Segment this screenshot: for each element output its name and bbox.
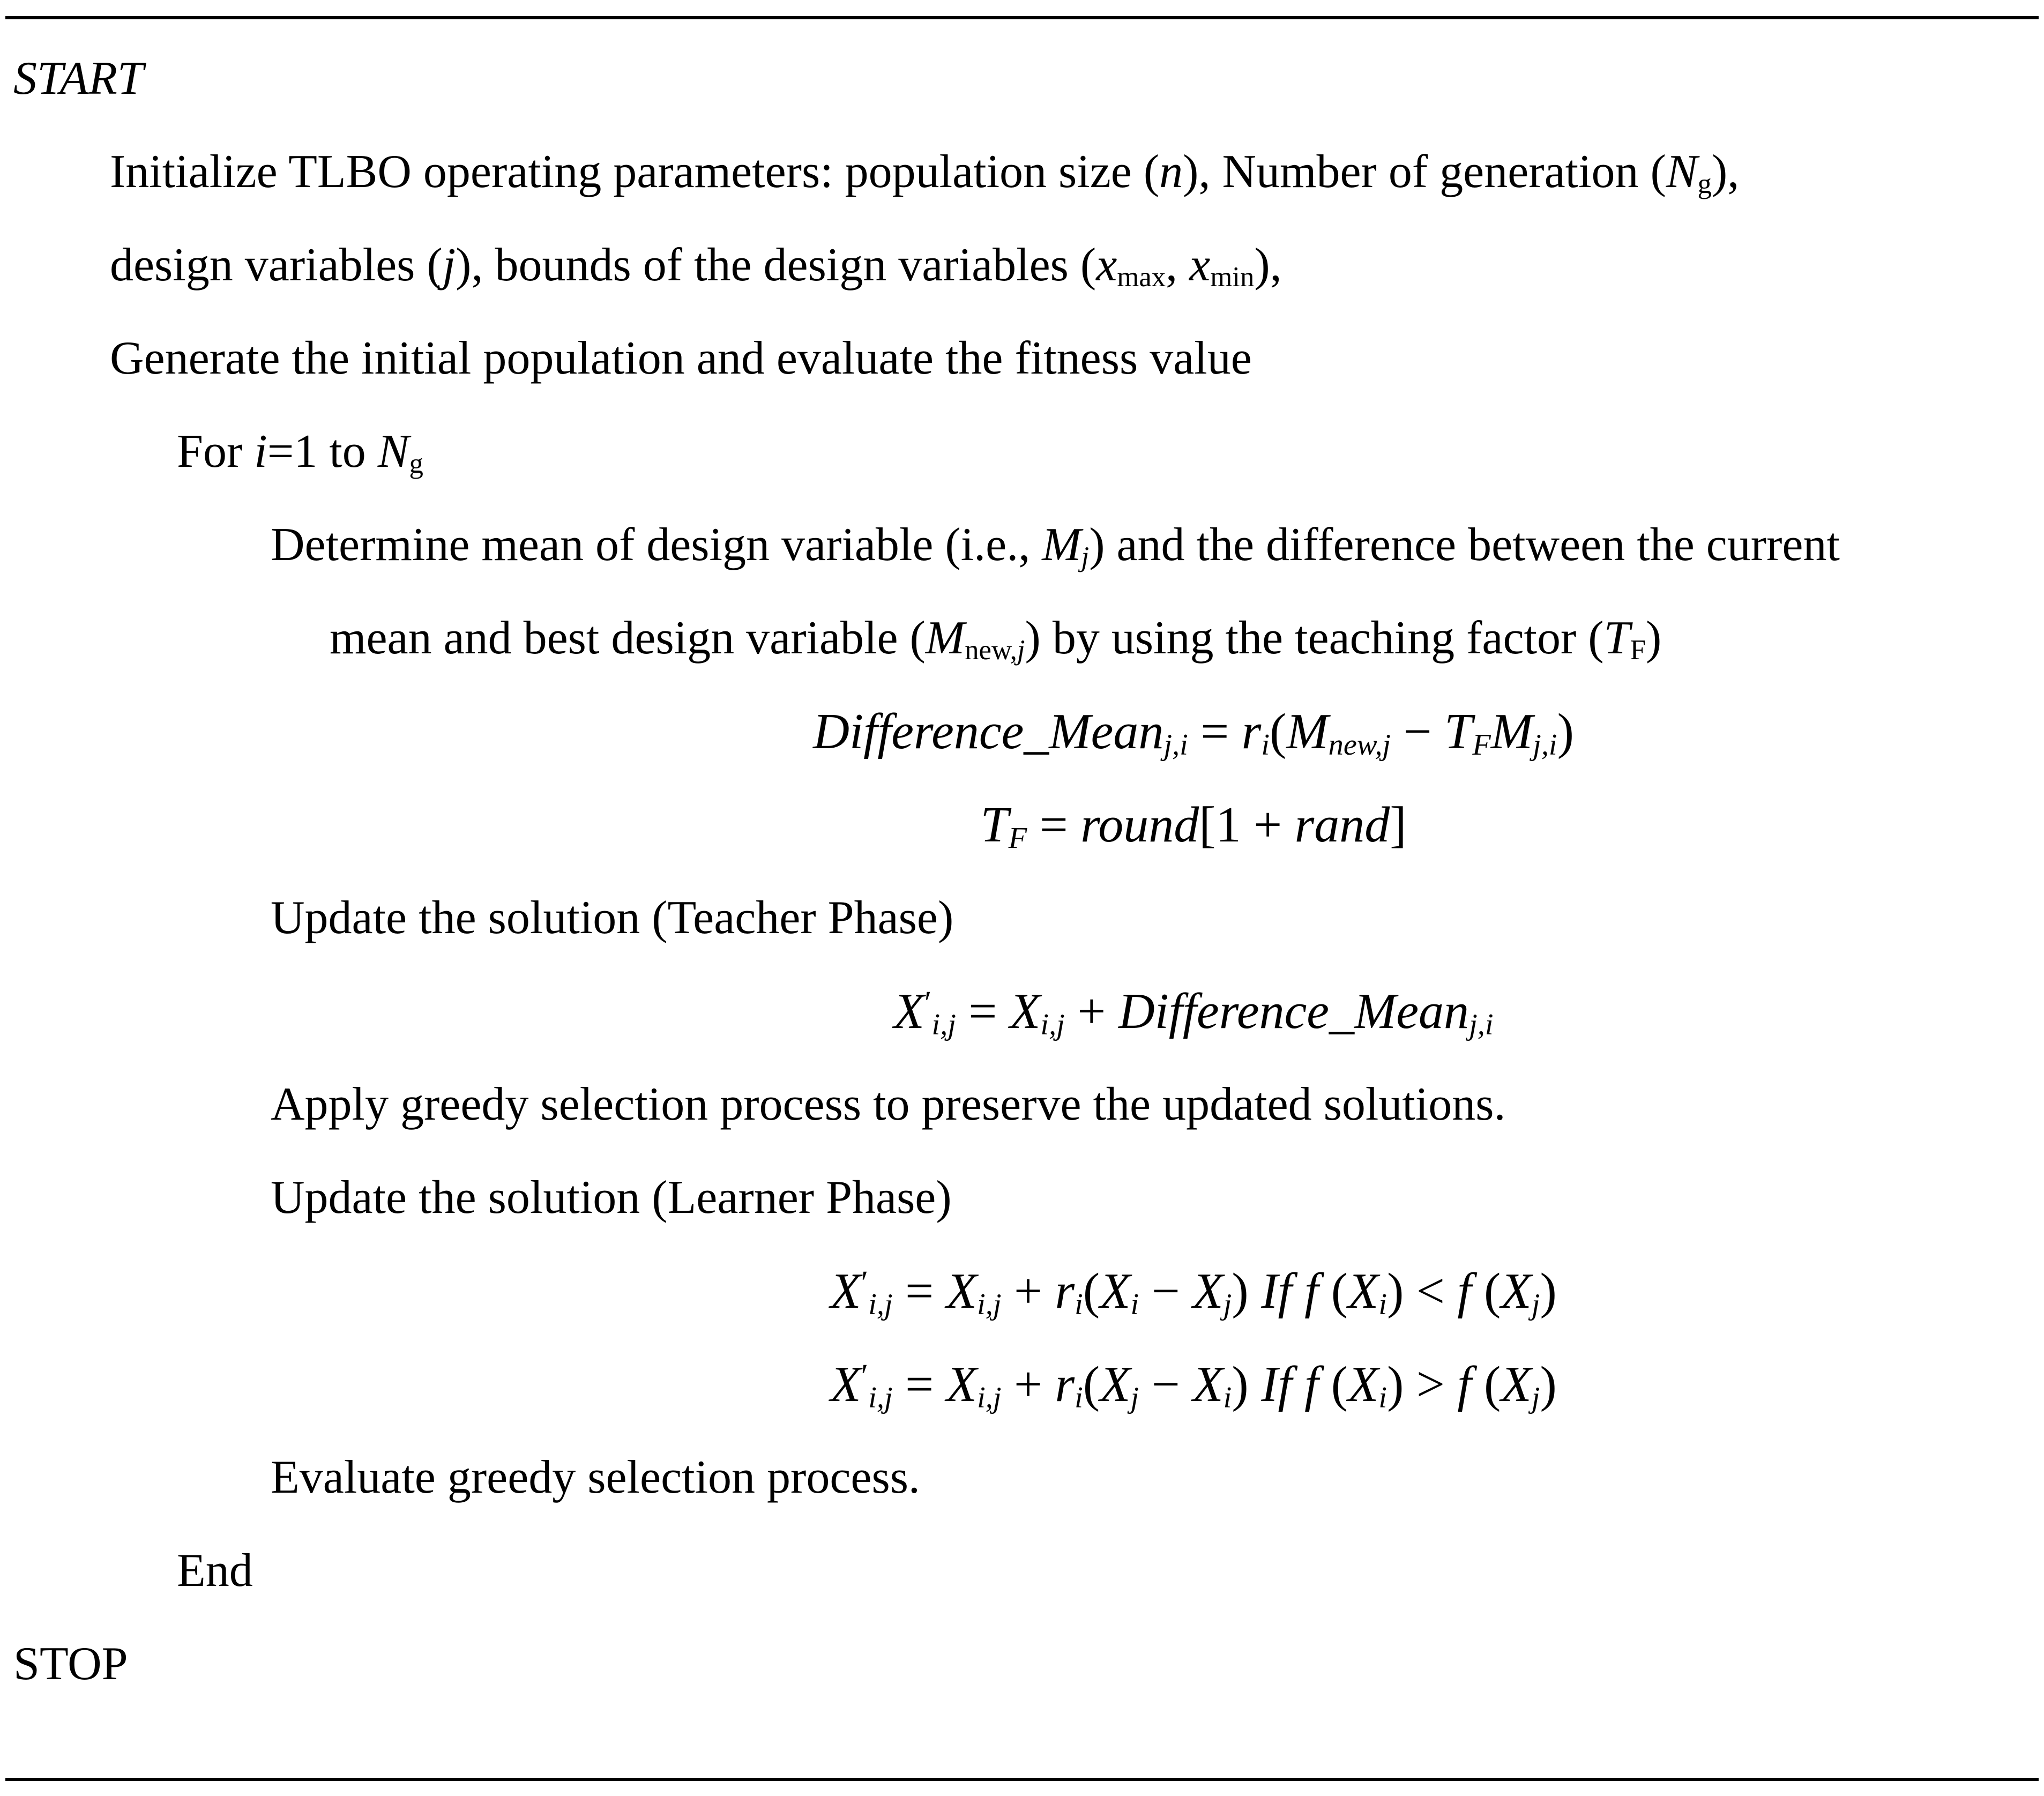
code-text-segment: new,j	[1328, 728, 1391, 762]
code-text-segment: g	[409, 448, 423, 480]
code-text-segment: f	[1304, 1263, 1319, 1319]
code-text-segment: i	[1261, 728, 1270, 762]
pseudocode-body	[0, 29, 2044, 1711]
code-text-segment: X	[1348, 1263, 1379, 1319]
code-text-segment: j	[1531, 1381, 1540, 1414]
formula-difference-mean	[0, 685, 2044, 778]
code-text-segment: ′	[861, 1264, 869, 1301]
code-text-segment: If	[1261, 1357, 1292, 1412]
code-text-segment: ) and the difference between the current	[1089, 519, 1840, 571]
code-text-segment: i,j	[1040, 1008, 1065, 1041]
code-text-segment: ), Number of generation (	[1183, 146, 1666, 198]
code-text-segment: Evaluate greedy selection process.	[271, 1451, 920, 1503]
code-text-segment: ,	[1166, 239, 1190, 291]
code-text-segment: M	[925, 612, 965, 664]
code-text-segment: X	[1100, 1357, 1131, 1412]
code-text-segment: X	[1192, 1357, 1224, 1412]
code-text-segment: )	[1232, 1263, 1262, 1319]
code-text-segment: (	[1471, 1263, 1501, 1319]
generate-line	[0, 312, 2044, 405]
code-text-segment: START	[13, 53, 144, 105]
code-text-segment: i,j	[977, 1287, 1002, 1321]
code-text-segment: N	[377, 426, 409, 478]
code-text-segment: i	[1075, 1287, 1083, 1321]
code-text-segment: j	[1531, 1287, 1540, 1321]
stop-label	[0, 1618, 2044, 1711]
code-text-segment: Update the solution (Learner Phase)	[271, 1172, 952, 1224]
code-text-segment: max	[1117, 262, 1166, 293]
code-text-segment: Difference_Mean	[813, 704, 1164, 759]
code-text-segment: X	[1192, 1263, 1224, 1319]
code-text-segment: X	[1501, 1263, 1532, 1319]
code-text-segment: STOP	[13, 1638, 128, 1690]
init-line-1	[0, 125, 2044, 219]
code-text-segment: (	[1270, 704, 1287, 759]
code-text-segment: (	[1083, 1263, 1100, 1319]
code-text-segment: j,i	[1163, 728, 1188, 762]
code-text-segment: min	[1210, 262, 1255, 293]
code-text-segment: j,i	[1469, 1008, 1494, 1041]
code-text-segment: j	[1223, 1287, 1232, 1321]
code-text-segment: j	[1081, 541, 1090, 573]
teacher-phase-line	[0, 871, 2044, 965]
code-text-segment: =	[956, 983, 1010, 1039]
code-text-segment: j	[1130, 1381, 1139, 1414]
code-text-segment: T	[980, 797, 1009, 853]
code-text-segment: Update the solution (Teacher Phase)	[271, 892, 954, 944]
code-text-segment: i,j	[868, 1381, 893, 1414]
code-text-segment: Apply greedy selection process to preserve the updated solutions.	[271, 1078, 1506, 1130]
code-text-segment: r	[1055, 1357, 1075, 1412]
code-text-segment: Difference_Mean	[1118, 983, 1469, 1039]
code-text-segment: X	[1501, 1357, 1532, 1412]
code-text-segment: +	[1064, 983, 1118, 1039]
code-text-segment: For	[177, 426, 255, 478]
code-text-segment: F	[1008, 821, 1027, 855]
code-text-segment: ),	[1711, 146, 1740, 198]
code-text-segment	[1292, 1357, 1305, 1412]
code-text-segment: ) >	[1387, 1357, 1458, 1412]
code-text-segment: If	[1261, 1263, 1292, 1319]
code-text-segment: M	[1286, 704, 1329, 759]
code-text-segment: ),	[1254, 239, 1282, 291]
bottom-rule	[5, 1778, 2039, 1781]
code-text-segment	[1292, 1263, 1305, 1319]
code-text-segment: )	[1540, 1263, 1557, 1319]
code-text-segment: Initialize TLBO operating parameters: population size (	[110, 146, 1160, 198]
code-text-segment: i	[254, 426, 267, 478]
code-text-segment: i,j	[977, 1381, 1002, 1414]
code-text-segment: (	[1083, 1357, 1100, 1412]
code-text-segment: End	[177, 1545, 253, 1597]
code-text-segment: rand	[1294, 797, 1390, 853]
code-text-segment: =	[892, 1263, 946, 1319]
determine-line-1	[0, 498, 2044, 592]
code-text-segment: j,i	[1533, 728, 1557, 762]
code-text-segment: f	[1304, 1357, 1319, 1412]
code-text-segment: X	[1009, 983, 1041, 1039]
greedy-selection-line	[0, 1058, 2044, 1151]
code-text-segment: [1 +	[1199, 797, 1295, 853]
code-text-segment: ), bounds of the design variables (	[456, 239, 1096, 291]
code-text-segment: f	[1457, 1263, 1472, 1319]
code-text-segment: X	[946, 1357, 978, 1412]
code-text-segment: ]	[1390, 797, 1407, 853]
code-text-segment: (	[1318, 1263, 1348, 1319]
start-label	[0, 32, 2044, 125]
code-text-segment: x	[1189, 239, 1211, 291]
code-text-segment: X	[830, 1263, 861, 1319]
code-text-segment: N	[1666, 146, 1698, 198]
code-text-segment: n	[1159, 146, 1183, 198]
init-line-2	[0, 219, 2044, 312]
code-text-segment: )	[1232, 1357, 1262, 1412]
code-text-segment: F	[1472, 728, 1491, 762]
code-text-segment: round	[1080, 797, 1199, 853]
code-text-segment: )	[1645, 612, 1662, 664]
for-loop-line	[0, 405, 2044, 498]
code-text-segment: +	[1001, 1263, 1055, 1319]
code-text-segment: T	[1444, 704, 1473, 759]
formula-learner-update-1	[0, 1244, 2044, 1338]
top-rule	[5, 16, 2039, 19]
code-text-segment: i,j	[931, 1008, 956, 1041]
code-text-segment: new,	[965, 635, 1017, 666]
evaluate-line	[0, 1431, 2044, 1524]
code-text-segment: −	[1391, 704, 1445, 759]
code-text-segment: mean and best design variable (	[330, 612, 926, 664]
code-text-segment: (	[1471, 1357, 1501, 1412]
code-text-segment: design variables (	[110, 239, 443, 291]
code-text-segment: −	[1139, 1357, 1193, 1412]
code-text-segment: Generate the initial population and evaluate the fitness value	[110, 332, 1252, 384]
code-text-segment: (	[1318, 1357, 1348, 1412]
code-text-segment: ) by using the teaching factor (	[1025, 612, 1604, 664]
learner-phase-line	[0, 1151, 2044, 1244]
code-text-segment: T	[1603, 612, 1630, 664]
code-text-segment: ′	[861, 1358, 869, 1395]
code-text-segment: X	[893, 983, 924, 1039]
code-text-segment: =	[1027, 797, 1081, 853]
algorithm-figure	[0, 16, 2044, 1796]
formula-teacher-update	[0, 965, 2044, 1058]
code-text-segment: =	[892, 1357, 946, 1412]
code-text-segment: )	[1540, 1357, 1557, 1412]
code-text-segment: j	[1017, 635, 1025, 666]
code-text-segment: )	[1557, 704, 1574, 759]
code-text-segment: i	[1130, 1287, 1139, 1321]
formula-learner-update-2	[0, 1338, 2044, 1431]
code-text-segment: i	[1075, 1381, 1083, 1414]
code-text-segment: =	[1188, 704, 1242, 759]
code-text-segment: Determine mean of design variable (i.e.,	[271, 519, 1042, 571]
code-text-segment: −	[1139, 1263, 1193, 1319]
code-text-segment: X	[946, 1263, 978, 1319]
code-text-segment: M	[1042, 519, 1081, 571]
code-text-segment: r	[1055, 1263, 1075, 1319]
code-text-segment: j	[442, 239, 456, 291]
code-text-segment: X	[1348, 1357, 1379, 1412]
code-text-segment: F	[1630, 635, 1646, 666]
determine-line-2	[0, 592, 2044, 685]
code-text-segment: M	[1490, 704, 1533, 759]
code-text-segment: x	[1096, 239, 1117, 291]
code-text-segment: i	[1223, 1381, 1232, 1414]
formula-teaching-factor	[0, 778, 2044, 871]
code-text-segment: =1 to	[267, 426, 378, 478]
code-text-segment: f	[1457, 1357, 1472, 1412]
code-text-segment: X	[1100, 1263, 1131, 1319]
code-text-segment: r	[1241, 704, 1262, 759]
code-text-segment: ) <	[1387, 1263, 1458, 1319]
end-label	[0, 1524, 2044, 1618]
code-text-segment: i	[1378, 1287, 1387, 1321]
code-text-segment: g	[1697, 168, 1712, 200]
code-text-segment: X	[830, 1357, 861, 1412]
code-text-segment: +	[1001, 1357, 1055, 1412]
code-text-segment: i,j	[868, 1287, 893, 1321]
code-text-segment: i	[1378, 1381, 1387, 1414]
code-text-segment: ′	[924, 985, 932, 1022]
